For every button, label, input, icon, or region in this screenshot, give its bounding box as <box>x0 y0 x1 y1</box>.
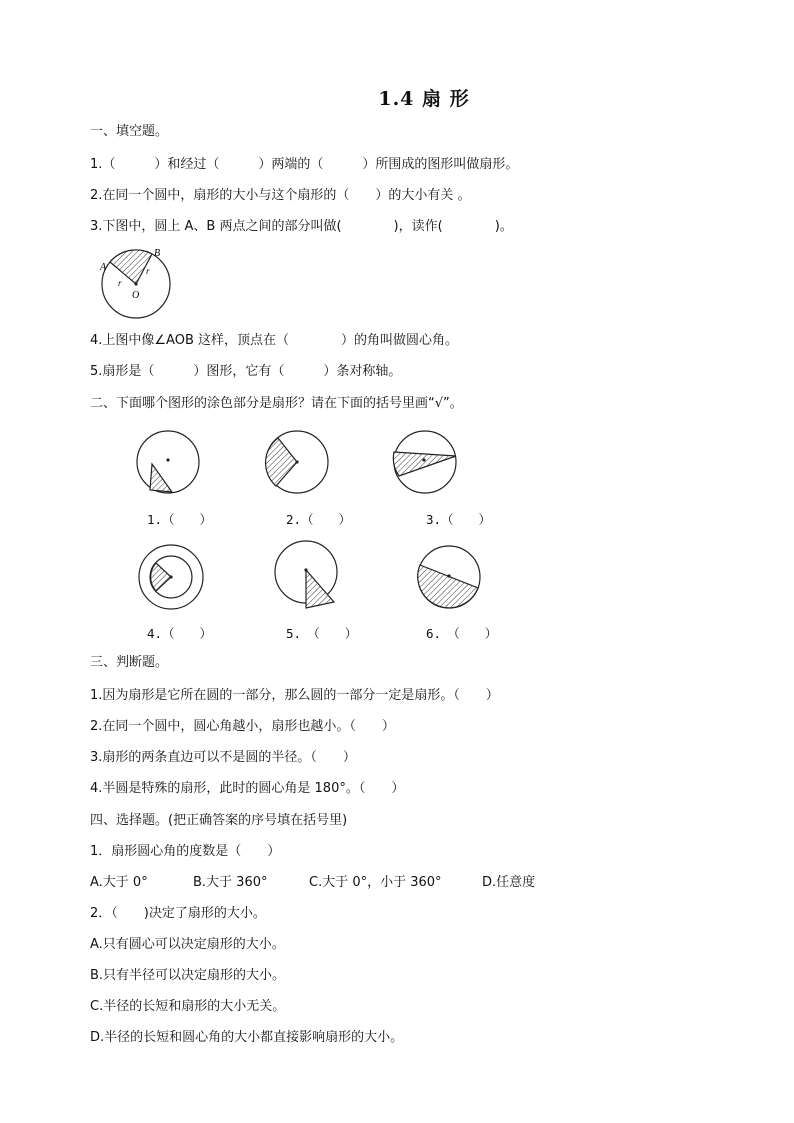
judge-item-3: 3.扇形的两条直边可以不是圆的半径。（ ） <box>90 750 356 765</box>
figure-6-shape <box>414 542 484 612</box>
figure-1-caption: 1.（ ） <box>147 512 213 527</box>
choice-2-option-a: A.只有圆心可以决定扇形的大小。 <box>90 937 285 952</box>
figure-6-caption: 6. （ ） <box>426 626 498 641</box>
choice-1-option-a: A.大于 0° <box>90 875 148 890</box>
label-o: O <box>132 290 140 301</box>
fill-question-5: 5.扇形是（ ）图形，它有（ ）条对称轴。 <box>90 364 402 379</box>
judge-item-1: 1.因为扇形是它所在圆的一部分，那么圆的一部分一定是扇形。（ ） <box>90 688 499 703</box>
fill-question-2: 2.在同一个圆中，扇形的大小与这个扇形的（ ）的大小有关 。 <box>90 188 471 203</box>
choice-1-option-c: C.大于 0°，小于 360° <box>309 875 442 890</box>
figure-2-caption: 2.（ ） <box>286 512 352 527</box>
figure-3-shape <box>391 428 459 496</box>
page-title: 1.4 扇 形 <box>378 88 470 110</box>
choice-question-1: 1．扇形圆心角的度数是（ ） <box>90 844 281 859</box>
label-r-right: r <box>146 266 150 276</box>
sector-diagram-aob <box>92 246 176 326</box>
fill-question-3: 3.下图中，圆上 A、B 两点之间的部分叫做( )，读作( )。 <box>90 219 513 234</box>
figure-2-shape <box>262 428 332 496</box>
judge-item-4: 4.半圆是特殊的扇形，此时的圆心角是 180°。（ ） <box>90 781 405 796</box>
judge-item-2: 2.在同一个圆中，圆心角越小，扇形也越小。（ ） <box>90 719 395 734</box>
label-a: A <box>100 262 107 273</box>
choice-1-option-d: D.任意度 <box>482 875 536 890</box>
choice-2-option-b: B.只有半径可以决定扇形的大小。 <box>90 968 286 983</box>
section2-heading: 二、下面哪个图形的涂色部分是扇形？请在下面的括号里画“√”。 <box>90 396 463 411</box>
label-b: B <box>154 248 161 259</box>
figure-5-shape <box>270 540 342 614</box>
figure-4-caption: 4.（ ） <box>147 626 213 641</box>
label-r-left: r <box>118 278 122 288</box>
figure-3-caption: 3.（ ） <box>426 512 492 527</box>
choice-2-option-d: D.半径的长短和圆心角的大小都直接影响扇形的大小。 <box>90 1030 404 1045</box>
figure-5-caption: 5. （ ） <box>286 626 358 641</box>
choice-1-option-b: B.大于 360° <box>193 875 268 890</box>
section4-heading: 四、选择题。(把正确答案的序号填在括号里) <box>90 813 348 828</box>
choice-question-2: 2．（ )决定了扇形的大小。 <box>90 906 266 921</box>
figure-1-shape <box>134 428 202 496</box>
choice-2-option-c: C.半径的长短和扇形的大小无关。 <box>90 999 286 1014</box>
section1-heading: 一、填空题。 <box>90 124 169 139</box>
fill-question-1: 1.（ ）和经过（ ）两端的（ ）所围成的图形叫做扇形。 <box>90 157 519 172</box>
fill-question-4: 4.上图中像∠AOB 这样，顶点在（ ）的角叫做圆心角。 <box>90 333 459 348</box>
section3-heading: 三、判断题。 <box>90 655 169 670</box>
figure-4-shape <box>136 542 206 612</box>
